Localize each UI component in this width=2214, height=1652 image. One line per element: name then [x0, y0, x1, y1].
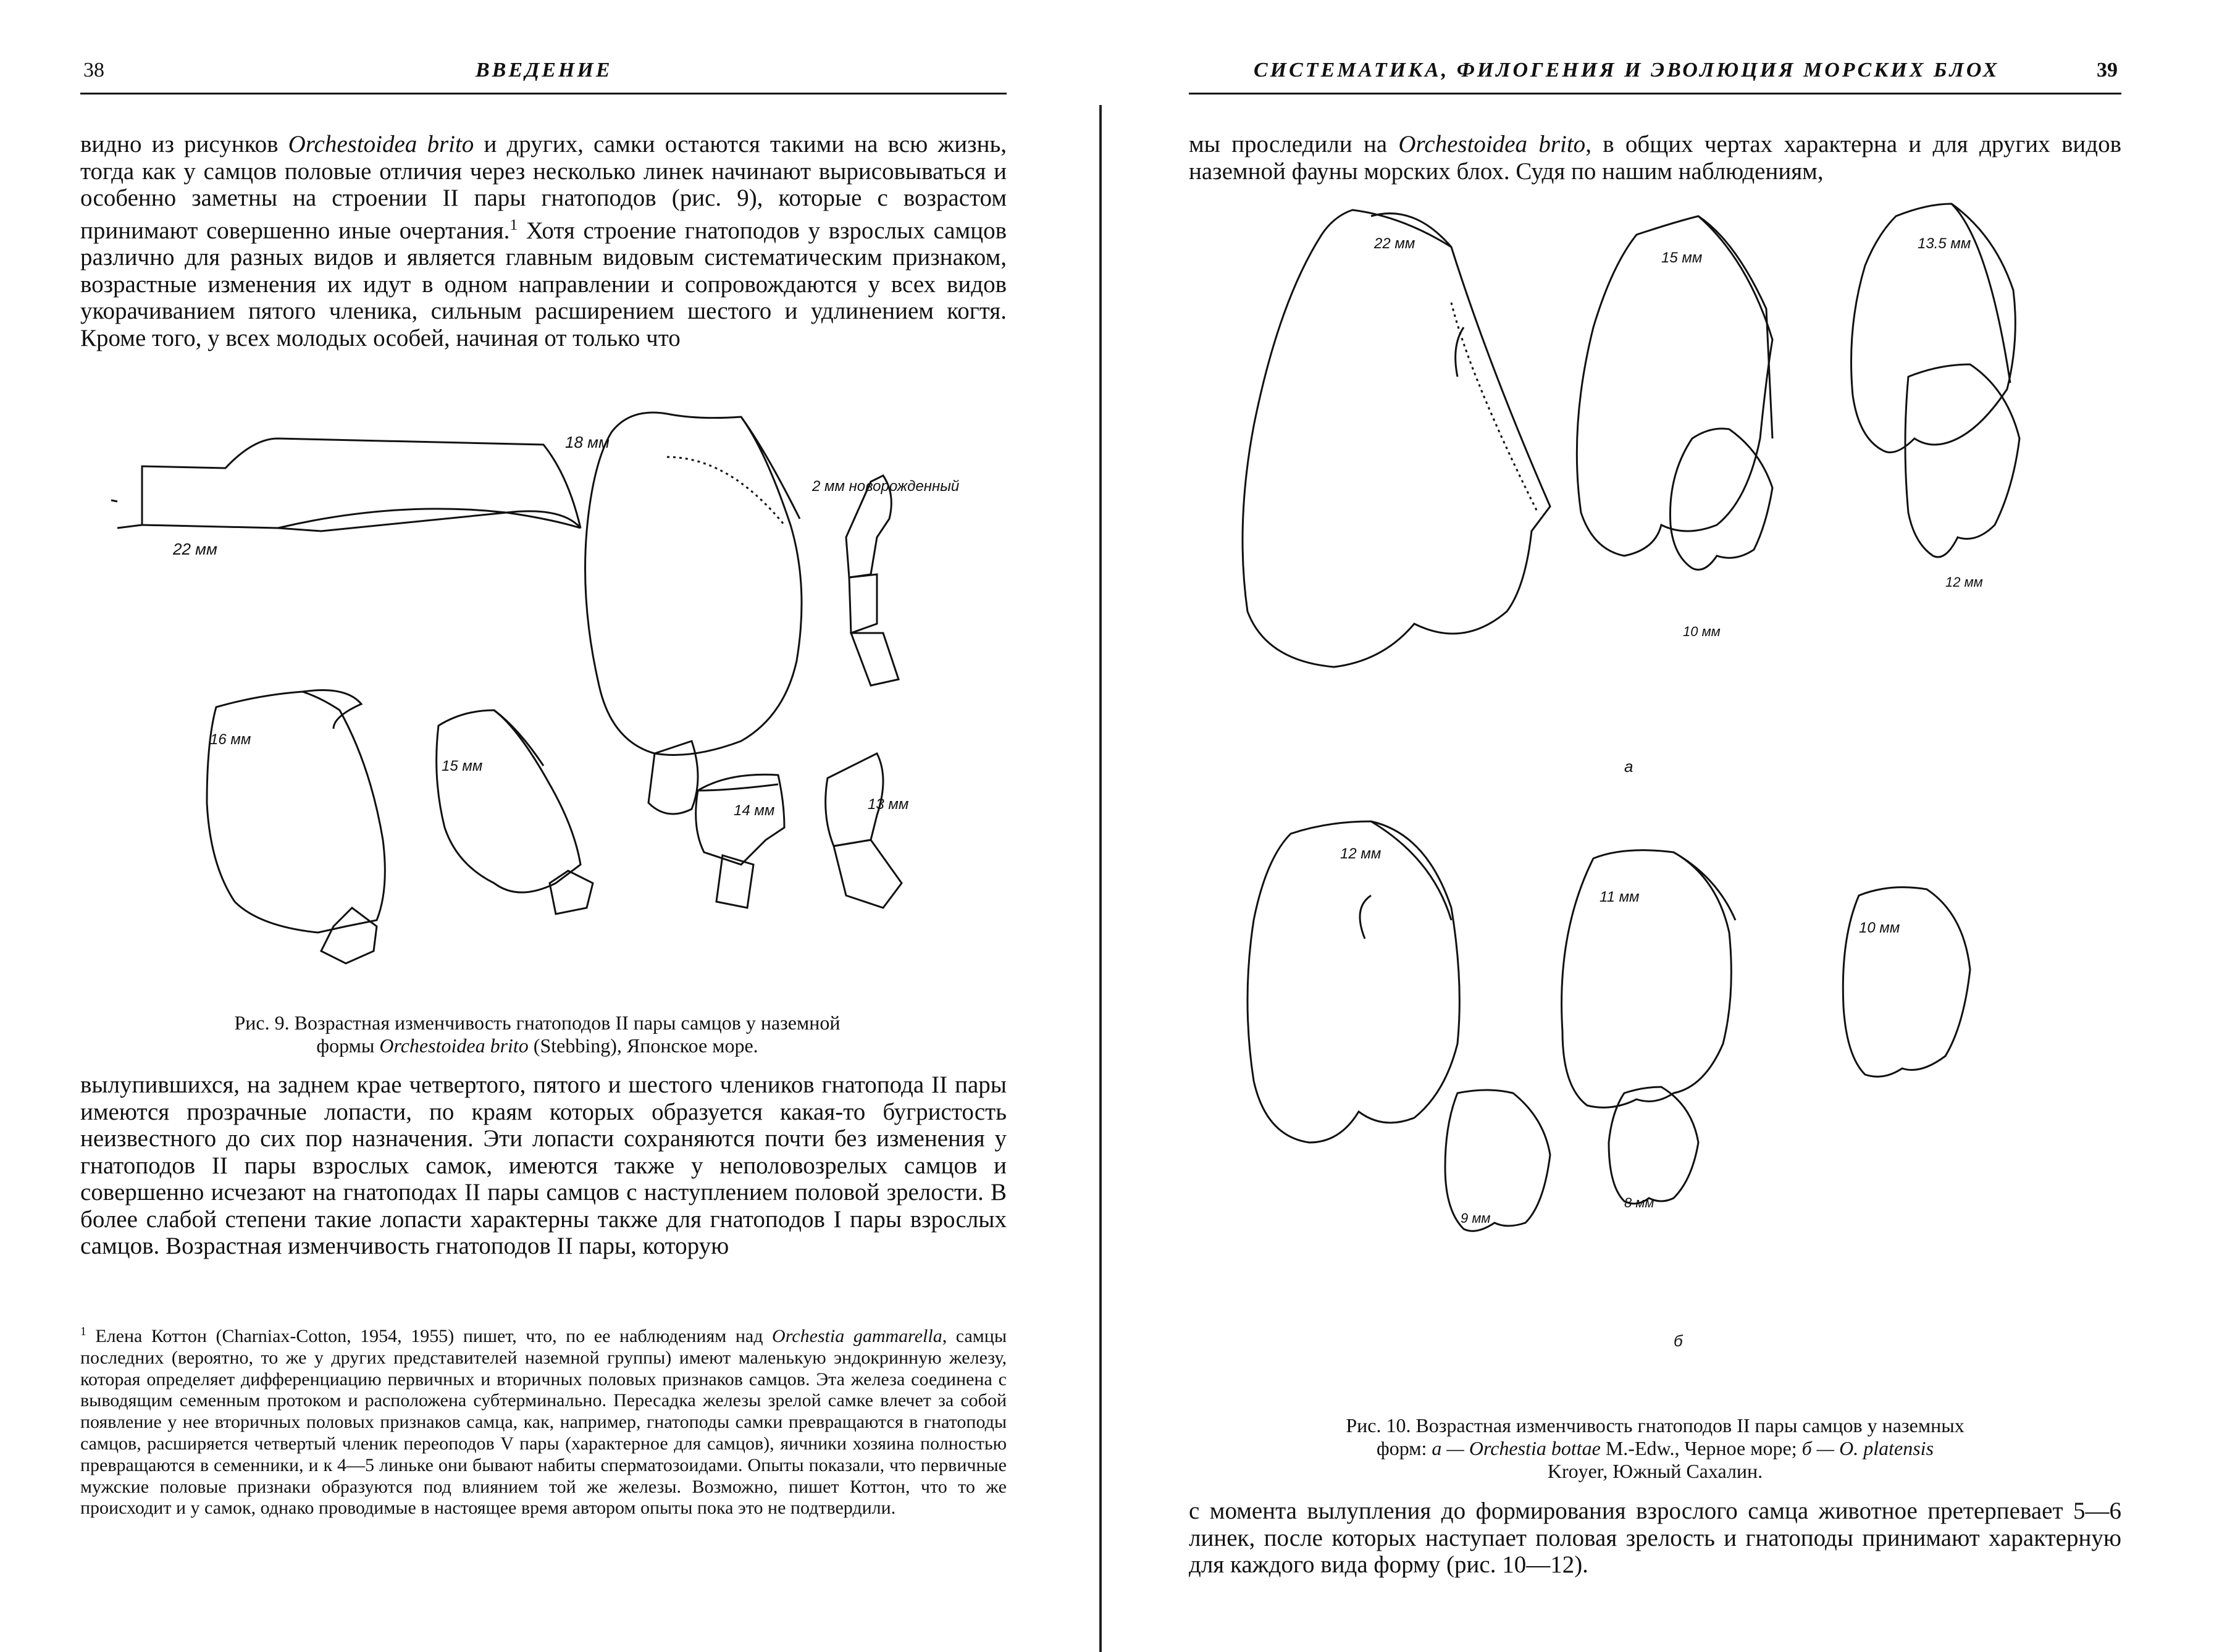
right-running-head: СИСТЕМАТИКА, ФИЛОГЕНИЯ И ЭВОЛЮЦИЯ МОРСКИХ БЛОХ [1254, 59, 2000, 82]
fig10a-specimen-22mm [1243, 210, 1550, 667]
fig9-label-15mm: 15 мм [442, 758, 483, 774]
fig10b-specimen-10mm-b [1843, 887, 1970, 1077]
fig9-specimen-15mm [437, 710, 581, 892]
fig10a-label-12mm: 12 мм [1945, 574, 1983, 590]
left-footnote: $^1$ Елена Коттон (Charniax-Cotton, 1954, 1955) пишет, что, по ее наблюдениям над Orchestia gammarella, самцы последних (вероятно, то же у других представителей наземной группы) имеют маленькую эндокринную железу, которая определяет дифференциацию первичных и вторичных половых признаков самцов. Эта железа соединена с выводящим семенным протоком и расположена субтерминально. Пересадка железы зрелой самке влечет за собой появление у нее вторичных половых признаков самца, как, например, гнатоподы самки превращаются в гнатоподы самцов, расширяется четвертый членик переоподов V пары (характерное для самцов), яичники хозяина полностью превращаются в семенники, и к 4—5 линьке они бывают набиты сперматозоидами. Опыты показали, что первичные мужские половые признаки образуются под влиянием той же железы. Возможно, пишет Коттон, что то же происходит и у самок, однако проводимые в настоящее время автором опыты пока это не подтвердили. [80, 1325, 1007, 1519]
right-paragraph-1: мы проследили на Orchestoidea brito, в общих чертах характерна и для других видов наземной фауны морских блох. Судя по нашим наблюдениям, [1189, 131, 2122, 185]
figure-9-drawing [74, 395, 960, 1007]
fig10a-label-10mm: 10 мм [1683, 624, 1721, 639]
fig10a-specimen-15mm [1577, 216, 1772, 556]
fig9-specimen-16mm [207, 692, 385, 933]
figure-9-caption [111, 1012, 963, 1057]
fig9-label-22mm: 22 мм [173, 540, 217, 558]
fig10a-label-135mm: 13.5 мм [1918, 235, 1971, 252]
fig10b-label-12mm: 12 мм [1340, 845, 1382, 862]
figure-9-caption-line-1: Рис. 9. Возрастная изменчивость гнатоподов II пары самцов у наземной [234, 1012, 841, 1034]
right-paragraph-2: с момента вылупления до формирования взрослого самца животное претерпевает 5—6 линек, после которых наступает половая зрелость и гнатоподы принимают характерную для каждого вида форму (рис. 10—12). [1189, 1498, 2121, 1578]
figure-10-caption-line-1: Рис. 10. Возрастная изменчивость гнатоподов II пары самцов у наземных [1346, 1414, 1965, 1436]
fig9-label-18mm: 18 мм [565, 433, 610, 451]
fig10a-label-15mm: 15 мм [1661, 249, 1703, 266]
fig9-label-16mm: 16 мм [210, 731, 251, 748]
figure-10-caption [1210, 1414, 2100, 1483]
fig9-specimen-18mm [585, 413, 802, 755]
fig9-specimen-22mm [142, 438, 581, 531]
fig9-label-13mm: 13 мм [868, 796, 909, 813]
left-header-rule [80, 93, 1007, 94]
figure-10-caption-line-3: Kroyer, Южный Сахалин. [1547, 1460, 1763, 1482]
left-paragraph-2: вылупившихся, на заднем крае четвертого, пятого и шестого члеников гнатопода II пары имеются прозрачные лопасти, по краям которых образуется какая-то бугристость неизвестного до сих пор назначения. Эти лопасти сохраняются почти без изменения у гнатоподов II пары взрослых самок, имеются также у неполовозрелых самцов и совершенно исчезают на гнатоподах II пары самцов с наступлением половой зрелости. В более слабой степени такие лопасти характерны также для гнатоподов I пары взрослых самцов. Возрастная изменчивость гнатоподов II пары, которую [80, 1071, 1007, 1259]
fig10b-label-10mm: 10 мм [1859, 920, 1900, 936]
fig10b-specimen-11mm [1562, 850, 1732, 1108]
fig9-label-14mm: 14 мм [734, 802, 775, 819]
right-header-rule [1189, 93, 2121, 94]
left-page-number: 38 [83, 59, 104, 82]
fig10a-label-22mm: 22 мм [1374, 235, 1415, 252]
fig10b-label-9mm: 9 мм [1461, 1210, 1491, 1226]
left-paragraph-1: видно из рисунков Orchestoidea brito и других, самки остаются такими на всю жизнь, тогда как у самцов половые отличия через несколько линек начинают вырисовываться и особенно заметны на строении II пары гнатоподов (рис. 9), которые с возрастом принимают совершенно иные очертания.$^1$ Хотя строение гнатоподов у взрослых самцов различно для разных видов и является главным видовым систематическим признаком, возрастные изменения их идут в одном направлении и сопровождаются у всех видов укорачиванием пятого членика, сильным расширением шестого и удлинением когтя. Кроме того, у всех молодых особей, начиная от только что [80, 131, 1007, 351]
figure-10-caption-line-2: форм: а — Orchestia bottae M.-Edw., Черное море; б — O. platensis [1376, 1437, 1934, 1459]
page-gutter [1099, 105, 1102, 1652]
fig10-panel-b: б [1674, 1331, 1683, 1350]
fig10b-label-8mm: 8 мм [1624, 1195, 1654, 1210]
figure-9-caption-line-2: формы Orchestoidea brito (Stebbing), Японское море. [316, 1034, 758, 1057]
fig9-label-2mm: 2 мм новорожденный [812, 478, 960, 495]
fig10a-specimen-12mm [1905, 364, 2019, 557]
left-running-head: ВВЕДЕНИЕ [476, 59, 613, 82]
fig10b-label-11mm: 11 мм [1600, 889, 1640, 905]
fig10b-specimen-12mm [1247, 821, 1459, 1143]
figure-10-drawing [1229, 179, 2106, 1359]
fig10-panel-a: а [1624, 757, 1633, 776]
right-page-number: 39 [2097, 59, 2118, 82]
